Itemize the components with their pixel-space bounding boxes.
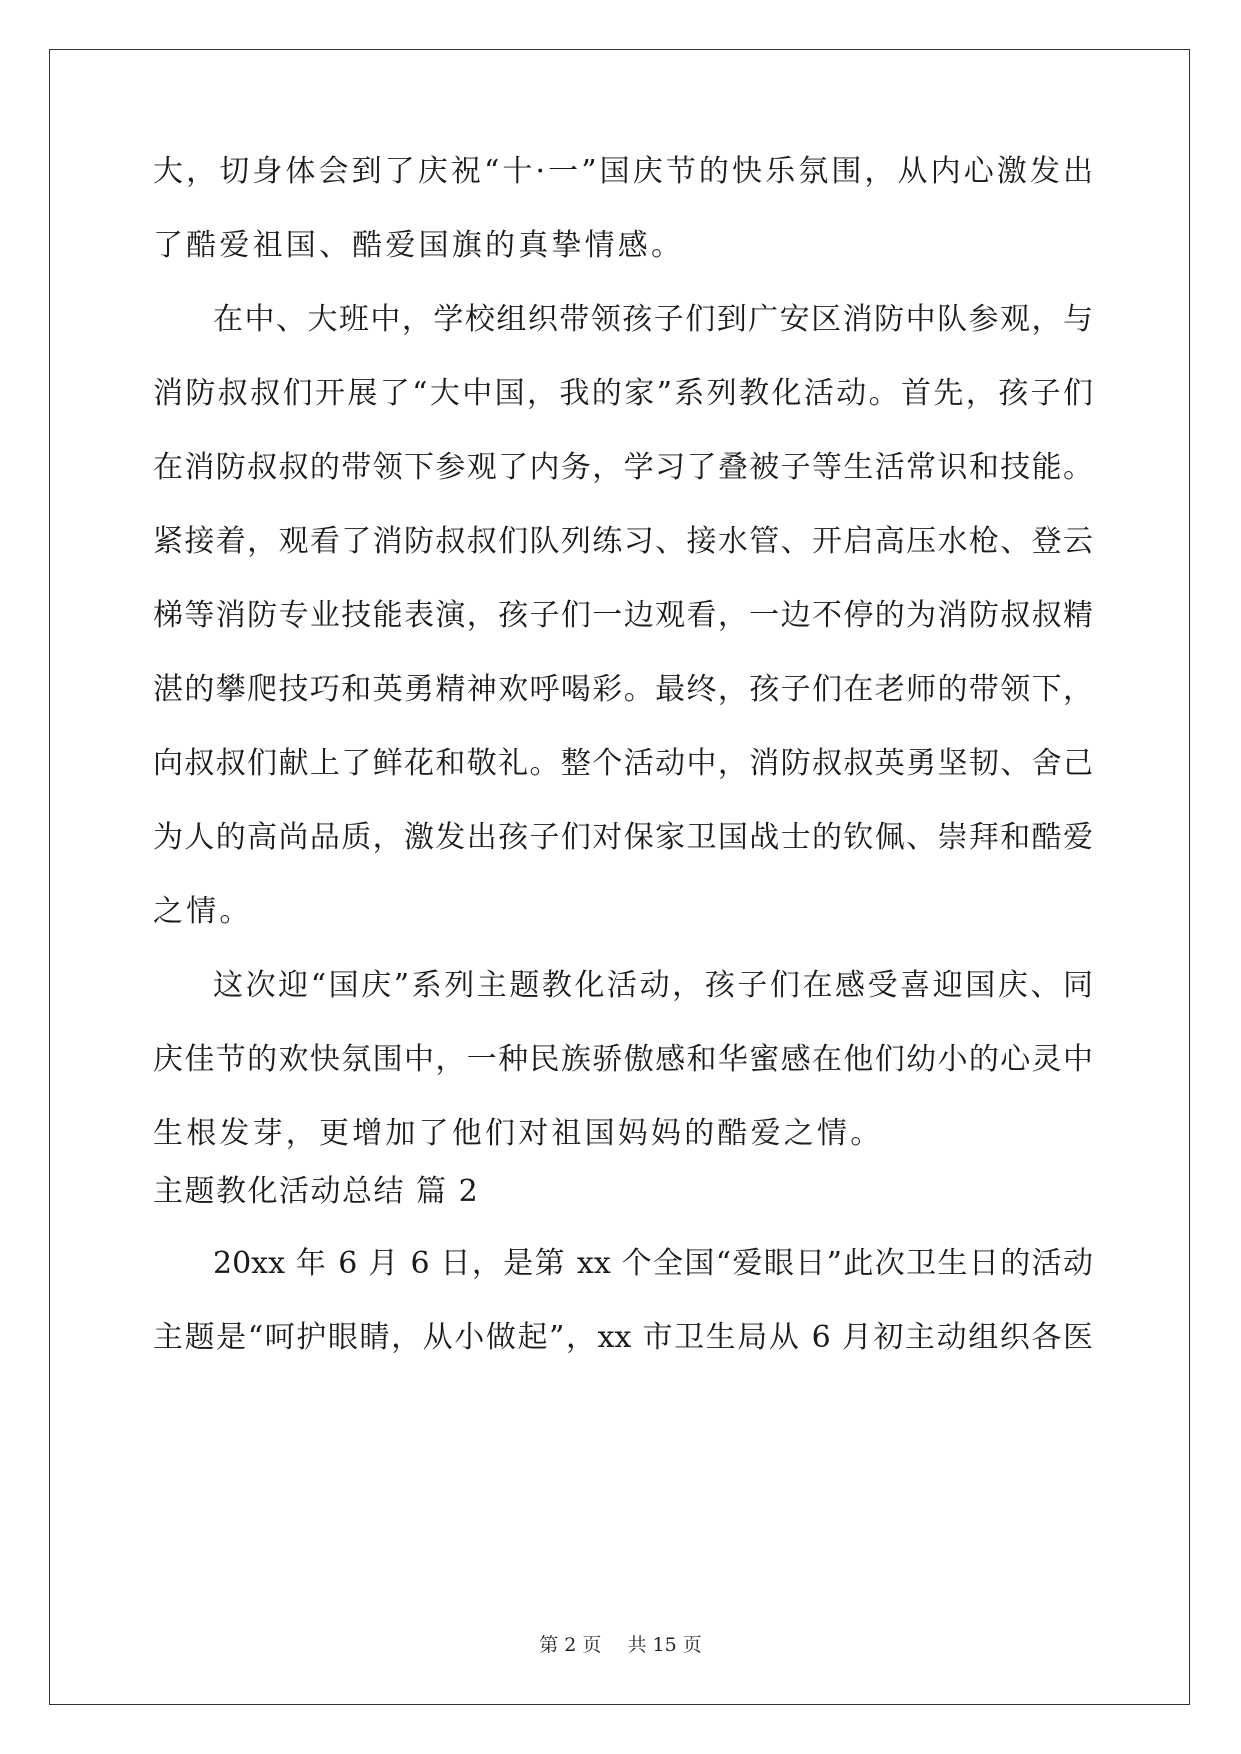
body-text-line: 这次迎“国庆”系列主题教化活动，孩子们在感受喜迎国庆、同 [213,968,1093,1003]
body-text-line: 在中、大班中，学校组织带领孩子们到广安区消防中队参观，与 [213,302,1093,337]
body-text-line: 主题是“呵护眼睛，从小做起”，xx 市卫生局从 6 月初主动组织各医 [153,1320,1093,1355]
body-text-line: 之情。 [153,894,253,929]
body-text-line: 生根发芽，更增加了他们对祖国妈妈的酷爱之情。 [153,1116,884,1151]
body-text-line: 庆佳节的欢快氛围中，一种民族骄傲感和华蜜感在他们幼小的心灵中 [153,1042,1093,1077]
body-text-line: 在消防叔叔的带领下参观了内务，学习了叠被子等生活常识和技能。 [153,450,1093,485]
section-heading: 主题教化活动总结 篇 2 [153,1174,480,1209]
page-footer [0,1633,1241,1657]
body-text-line: 消防叔叔们开展了“大中国，我的家”系列教化活动。首先，孩子们 [153,376,1093,411]
body-text-line: 了酷爱祖国、酷爱国旗的真挚情感。 [153,228,685,263]
page-border [49,49,1190,1705]
body-text-line: 梯等消防专业技能表演，孩子们一边观看，一边不停的为消防叔叔精 [153,598,1093,633]
body-text-line: 向叔叔们献上了鲜花和敬礼。整个活动中，消防叔叔英勇坚韧、舍己 [153,746,1093,781]
body-text-line: 湛的攀爬技巧和英勇精神欢呼喝彩。最终，孩子们在老师的带领下， [153,672,1093,707]
body-text-line: 为人的高尚品质，激发出孩子们对保家卫国战士的钦佩、崇拜和酷爱 [153,820,1093,855]
body-text-line: 紧接着，观看了消防叔叔们队列练习、接水管、开启高压水枪、登云 [153,524,1093,559]
page-total: 共 15 页 [627,1634,702,1656]
body-text-line: 20xx 年 6 月 6 日，是第 xx 个全国“爱眼日”此次卫生日的活动 [213,1246,1093,1281]
page-number: 第 2 页 [539,1634,602,1656]
body-text-line: 大，切身体会到了庆祝“十·一”国庆节的快乐氛围，从内心激发出 [153,154,1093,189]
